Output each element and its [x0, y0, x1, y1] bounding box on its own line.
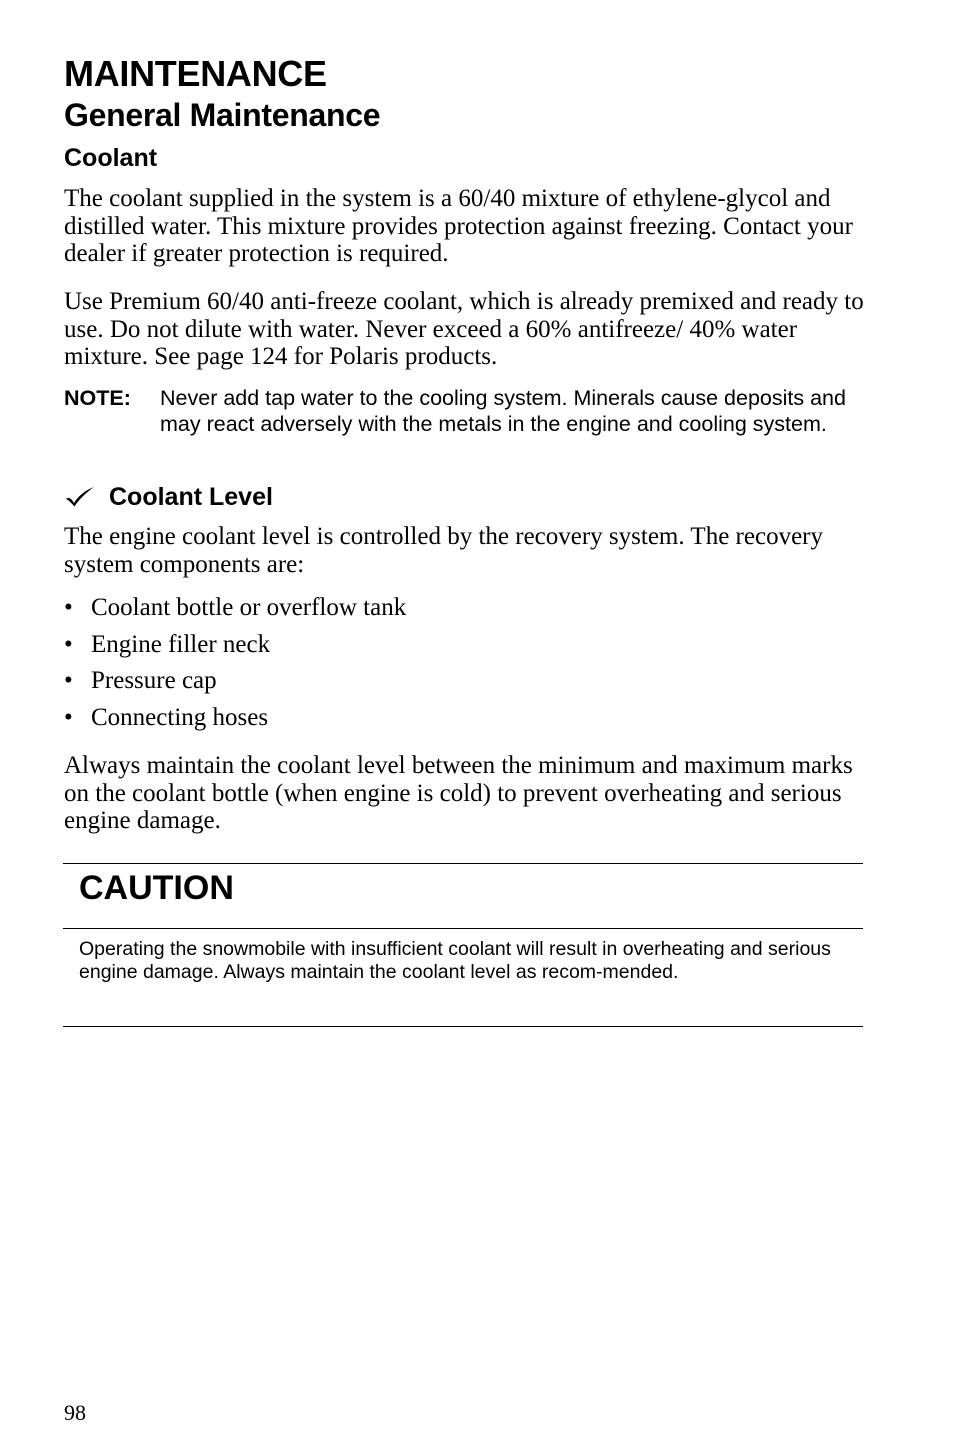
bullet-icon: • [64, 704, 73, 732]
bullet-icon: • [64, 630, 73, 658]
caution-bottom-divider [63, 1026, 863, 1027]
coolant-mixture-paragraph: The coolant supplied in the system is a 60/40 mixture of ethylene-glycol and distilled water. This mixture provides protection against freezing. Contact your dealer if greater protection is required. [64, 185, 853, 267]
section-title: General Maintenance [64, 97, 381, 133]
recovery-system-intro: The engine coolant level is controlled by the recovery system. The recovery system components are: [64, 523, 823, 578]
caution-top-divider [63, 863, 863, 864]
list-item-text: Connecting hoses [91, 704, 269, 732]
premium-coolant-paragraph: Use Premium 60/40 anti-freeze coolant, which is already premixed and ready to use. Do not dilute with water. Never exceed a 60% antifreeze/ 40% water mixture. See page 124 for Polaris products. [64, 288, 864, 370]
coolant-level-instruction: Always maintain the coolant level between the minimum and maximum marks on the coolant bottle (when engine is cold) to prevent overheating and serious engine damage. [64, 752, 853, 834]
note-text: Never add tap water to the cooling system. Minerals cause deposits and may react adversely with the metals in the engine and cooling system. [160, 386, 846, 436]
bullet-icon: • [64, 667, 73, 695]
page-title: MAINTENANCE [64, 53, 327, 94]
list-item-text: Coolant bottle or overflow tank [91, 594, 407, 621]
caution-title: CAUTION [79, 869, 234, 907]
caution-middle-divider [63, 928, 863, 929]
subsection-title: Coolant [64, 144, 158, 172]
note-label: NOTE: [64, 386, 131, 410]
list-item-text: Engine filler neck [91, 630, 271, 658]
coolant-level-title: Coolant Level [109, 483, 273, 511]
page-number: 98 [64, 1400, 86, 1425]
bullet-icon: • [64, 594, 73, 621]
caution-text: Operating the snowmobile with insufficient coolant will result in overheating and serious engine damage. Always maintain the coolant level as recom-mended. [79, 938, 831, 983]
checkmark-icon [64, 486, 96, 508]
list-item-text: Pressure cap [91, 667, 217, 695]
